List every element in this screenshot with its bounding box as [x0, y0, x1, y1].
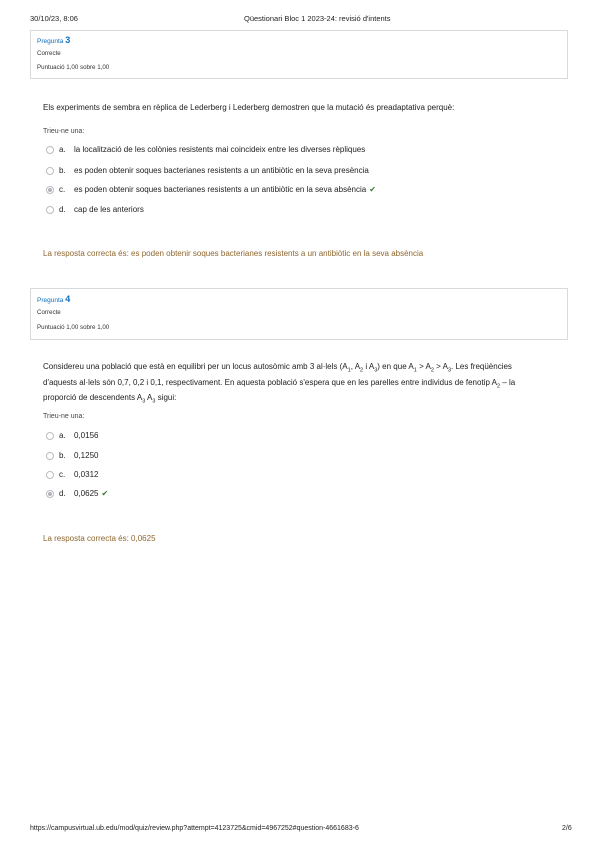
- question-4-text: Considereu una població que està en equilibri per un locus autosòmic amb 3 al·lels ($A_1$, $A_2$ i $A_3$) en que $A_1 > A_2 > A_3$. Les freqüències d'aquests al·lels són 0,7, 0,2 i 0,1, respectivament. En aquesta població s'espera que en les parelles entre individus de fenotip $A_2$ – la proporció de descendents $A_3$ $A_3$ sigui:: [43, 362, 516, 405]
- question-3-prompt: Trieu-ne una:: [43, 128, 85, 135]
- radio-button-selected[interactable]: [46, 186, 54, 194]
- check-icon: ✔: [101, 489, 109, 498]
- question-3-text: Els experiments de sembra en rèplica de Lederberg i Lederberg demostren que la mutació és preadaptativa perquè:: [43, 103, 455, 112]
- question-3-state: Correcte: [37, 50, 61, 57]
- question-3-info: [30, 30, 568, 79]
- radio-button[interactable]: [46, 167, 54, 175]
- print-url: https://campusvirtual.ub.edu/mod/quiz/review.php?attempt=4123725&cmid=4967252#question-4661683-6: [30, 825, 359, 832]
- question-4-state: Correcte: [37, 309, 61, 316]
- page-number: 2/6: [562, 825, 572, 832]
- question-3-grade: Puntuació 1,00 sobre 1,00: [37, 64, 110, 71]
- radio-button-selected[interactable]: [46, 490, 54, 498]
- question-3-number: Pregunta 3: [37, 35, 71, 45]
- radio-button[interactable]: [46, 452, 54, 460]
- print-datetime: 30/10/23, 8:06: [30, 14, 78, 23]
- question-4-info: [30, 288, 568, 340]
- question-4-grade: Puntuació 1,00 sobre 1,00: [37, 324, 110, 331]
- print-title: Qüestionari Bloc 1 2023-24: revisió d'intents: [244, 14, 391, 23]
- radio-button[interactable]: [46, 206, 54, 214]
- radio-button[interactable]: [46, 146, 54, 154]
- question-4-prompt: Trieu-ne una:: [43, 413, 85, 420]
- radio-button[interactable]: [46, 471, 54, 479]
- radio-button[interactable]: [46, 432, 54, 440]
- question-4-number: Pregunta 4: [37, 294, 71, 304]
- question-4-feedback: La resposta correcta és: 0,0625: [43, 534, 156, 543]
- check-icon: ✔: [369, 185, 376, 194]
- question-3-feedback: La resposta correcta és: es poden obtenir soques bacterianes resistents a un antibiòtic en la seva absència: [43, 249, 424, 258]
